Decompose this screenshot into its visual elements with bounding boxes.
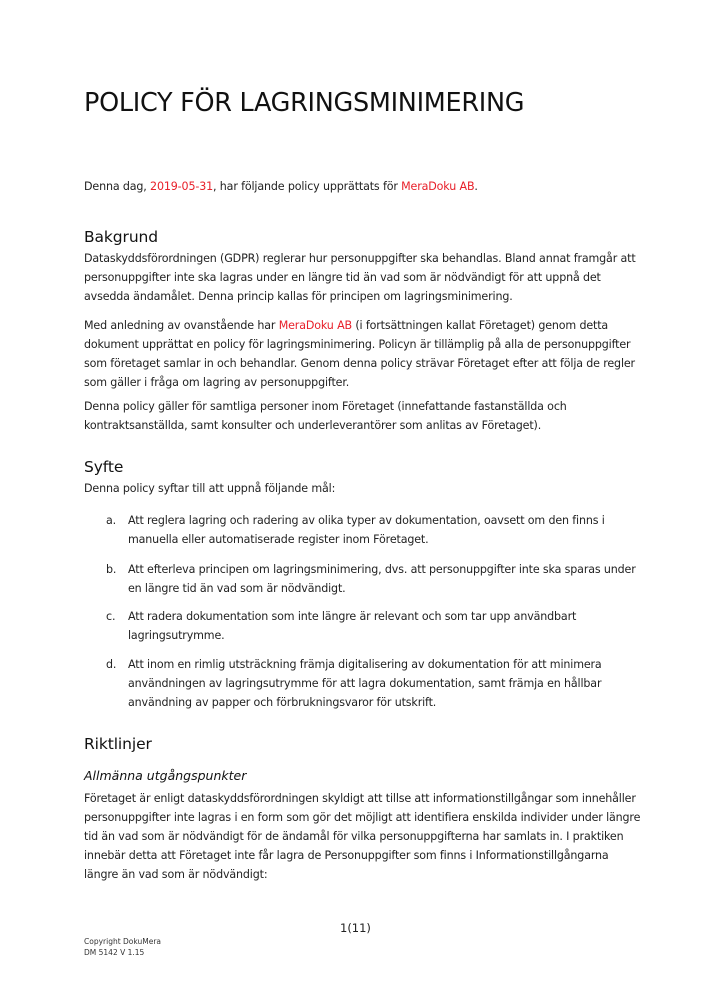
bakgrund-paragraph-3: Denna policy gäller för samtliga personer inom Företaget (innefattande fastanställda och kontraktsanställda, samt konsulter och underleverantörer som anlitas av Företaget). bbox=[84, 400, 567, 432]
list-marker: d. bbox=[106, 658, 117, 671]
subheading-allmanna-utgangspunkter: Allmänna utgångspunkter bbox=[84, 768, 247, 783]
footer-copyright: Copyright DokuMera bbox=[84, 937, 162, 946]
list-marker: c. bbox=[106, 610, 116, 623]
goal-list-item bbox=[106, 607, 646, 645]
list-item-text: Att reglera lagring och radering av olika typer av dokumentation, oavsett om den finns i manuella eller automatiserade register inom Företaget. bbox=[128, 514, 605, 546]
intro-line bbox=[84, 177, 644, 196]
p2-prefix: Med anledning av ovanstående har bbox=[84, 319, 279, 332]
intro-prefix: Denna dag, bbox=[84, 180, 151, 193]
company-name: MeraDoku AB bbox=[401, 180, 475, 193]
document-title: POLICY FÖR LAGRINGSMINIMERING bbox=[84, 88, 525, 118]
goal-list-item bbox=[106, 560, 646, 598]
intro-middle: , har följande policy upprättats för bbox=[213, 180, 402, 193]
syfte-intro: Denna policy syftar till att uppnå följande mål: bbox=[84, 482, 336, 495]
bakgrund-paragraph-1: Dataskyddsförordningen (GDPR) reglerar hur personuppgifter ska behandlas. Bland annat framgår att personuppgifter inte ska lagras under en längre tid än vad som är nödvändigt för att uppnå det avsedda ändamålet. Denna princip kallas för principen om lagringsminimering. bbox=[84, 252, 636, 303]
bakgrund-paragraph-2 bbox=[84, 316, 644, 392]
p2-suffix: (i fortsättningen kallat Företaget) genom detta dokument upprättat en policy för lagringsminimering. Policyn är tillämplig på alla de personuppgifter som företaget samlar in och behandlar. Genom denna policy strävar Företaget efter att följa de regler som gäller i fråga om lagring av personuppgifter. bbox=[84, 319, 635, 389]
heading-syfte: Syfte bbox=[84, 458, 124, 476]
goal-list-item bbox=[106, 655, 646, 712]
list-item-text: Att radera dokumentation som inte längre är relevant och som tar upp användbart lagringsutrymme. bbox=[128, 610, 577, 642]
heading-bakgrund: Bakgrund bbox=[84, 228, 159, 246]
list-marker: a. bbox=[106, 514, 117, 527]
goal-list-item bbox=[106, 511, 646, 549]
list-item-text: Att efterleva principen om lagringsminimering, dvs. att personuppgifter inte ska sparas under en längre tid än vad som är nödvändigt. bbox=[128, 563, 636, 595]
company-name-inline: MeraDoku AB bbox=[278, 319, 352, 332]
policy-date: 2019-05-31 bbox=[150, 180, 214, 193]
footer-doc-id: DM 5142 V 1.15 bbox=[84, 948, 145, 957]
footer bbox=[84, 936, 161, 958]
list-item-text: Att inom en rimlig utsträckning främja digitalisering av dokumentation för att minimera användningen av lagringsutrymme för att lagra dokumentation, samt främja en hållbar användning av papper och förbrukningsvaror för utskrift. bbox=[128, 658, 602, 709]
intro-suffix: . bbox=[474, 180, 478, 193]
heading-riktlinjer: Riktlinjer bbox=[84, 735, 152, 753]
page-number: 1(11) bbox=[340, 921, 371, 935]
list-marker: b. bbox=[106, 563, 117, 576]
riktlinjer-paragraph-1: Företaget är enligt dataskyddsförordningen skyldigt att tillse att informationstillgångar som innehåller personuppgifter inte lagras i en form som gör det möjligt att identifiera enskilda individer under längre tid än vad som är nödvändigt för de ändamål för vilka personuppgifterna har samlats in. I praktiken innebär detta att Företaget inte får lagra de Personuppgifter som finns i Informationstillgångarna längre än vad som är nödvändigt: bbox=[84, 792, 641, 881]
